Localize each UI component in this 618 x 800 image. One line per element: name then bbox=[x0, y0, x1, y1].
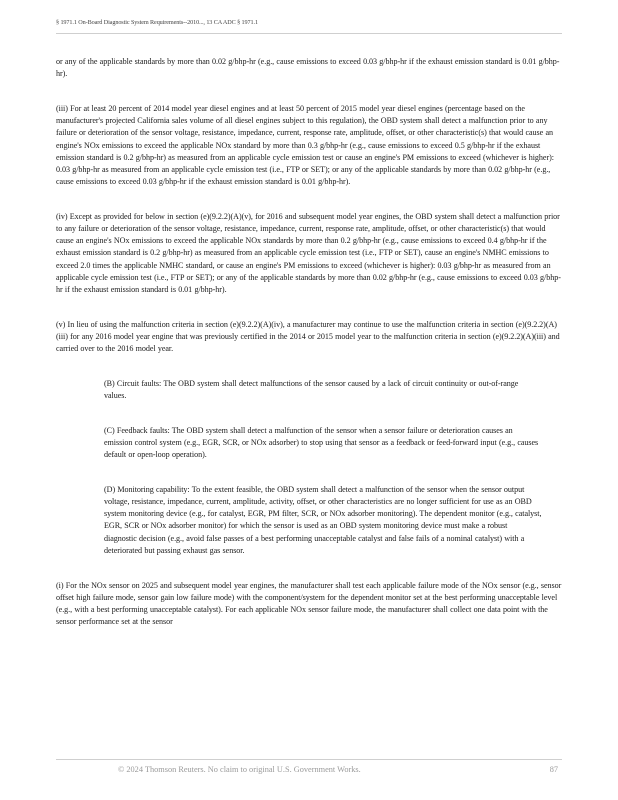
header-divider bbox=[56, 33, 562, 34]
copyright-footer: © 2024 Thomson Reuters. No claim to original U.S. Government Works. bbox=[118, 765, 361, 774]
paragraph-c-feedback-faults: (C) Feedback faults: The OBD system shall detect a malfunction of the sensor when a sensor failure or deterioration causes an emission control system (e.g., EGR, SCR, or NOx adsorber) to stop using that sensor as a feedback or feed-forward input (e.g., causes default or open-loop operation). bbox=[104, 425, 539, 460]
running-header: § 1971.1 On-Board Diagnostic System Requirements--2010..., 13 CA ADC § 1971.1 bbox=[56, 19, 258, 26]
paragraph-i-nox-sensor: (i) For the NOx sensor on 2025 and subsequent model year engines, the manufacturer shall test each applicable failure mode of the NOx sensor (e.g., sensor offset high failure mode, sensor gain low failure mode) with the component/system for the dependent monitor set at the best performing unacceptable level (e.g., with a best performing unacceptable catalyst). For each applicable NOx sensor failure mode, the manufacturer shall collect one data point with the sensor performance set at the sensor bbox=[56, 580, 562, 627]
page-number: 87 bbox=[549, 765, 558, 774]
footer-divider bbox=[56, 759, 562, 760]
paragraph-continuation: or any of the applicable standards by more than 0.02 g/bhp-hr (e.g., cause emissions to exceed 0.03 g/bhp-hr if the exhaust emission standard is 0.01 g/bhp-hr). bbox=[56, 57, 560, 79]
paragraph-b-circuit-faults: (B) Circuit faults: The OBD system shall detect malfunctions of the sensor caused by a lack of circuit continuity or out-of-range values. bbox=[104, 378, 519, 401]
paragraph-v: (v) In lieu of using the malfunction criteria in section (e)(9.2.2)(A)(iv), a manufacturer may continue to use the malfunction criteria in section (e)(9.2.2)(A)(iii) for any 2016 model year engine that was previously certified in the 2014 or 2015 model year to the malfunction criteria in section (e)(9.2.2)(A)(iii) and carried over to the 2016 model year. bbox=[56, 319, 560, 354]
paragraph-iv: (iv) Except as provided for below in section (e)(9.2.2)(A)(v), for 2016 and subsequent model year engines, the OBD system shall detect a malfunction prior to any failure or deterioration of the sensor voltage, resistance, impedance, current, response rate, amplitude, offset, or other characteristic(s) that would cause an engine's NOx emissions to exceed the applicable NOx standards by more than 0.2 g/bhp-hr (e.g., cause emissions to exceed 0.4 g/bhp-hr if the exhaust emission standard is 0.2 g/bhp-hr) as measured from an applicable cycle emission test (i.e., FTP or SET), cause an engine's NMHC emissions to exceed 2.0 times the applicable NMHC standard, or cause an engine's PM emissions to exceed (whichever is higher): 0.03 g/bhp-hr as measured from an applicable cycle emission test (i.e., FTP or SET); or any of the applicable standards by more than 0.02 g/bhp-hr (e.g., cause emissions to exceed 0.03 g/bhp-hr if the exhaust emission standard is 0.01 g/bhp-hr). bbox=[56, 211, 561, 295]
paragraph-iii: (iii) For at least 20 percent of 2014 model year diesel engines and at least 50 percent of 2015 model year diesel engines (percentage based on the manufacturer's projected California sales volume of all diesel engines subject to this regulation), the OBD system shall detect a malfunction prior to any failure or deterioration of the sensor voltage, resistance, impedance, current, response rate, amplitude, offset, or other characteristic(s) that would cause an engine's NOx emissions to exceed the applicable NOx standard by more than 0.3 g/bhp-hr (e.g., cause emissions to exceed 0.5 g/bhp-hr if the exhaust emission standard is 0.2 g/bhp-hr) as measured from an applicable cycle emission test or cause an engine's PM emissions to exceed (whichever is higher): 0.03 g/bhp-hr as measured from an applicable cycle emission test (i.e., FTP or SET); or any of the applicable standards by more than 0.02 g/bhp-hr (e.g., cause emissions to exceed 0.03 g/bhp-hr if the exhaust emission standard is 0.01 g/bhp-hr). bbox=[56, 103, 554, 187]
paragraph-d-monitoring-capability: (D) Monitoring capability: To the extent feasible, the OBD system shall detect a malfunction of the sensor when the sensor output voltage, resistance, impedance, current, amplitude, activity, offset, or other characteristics are no longer sufficient for use as an OBD system monitoring device (e.g., for catalyst, EGR, PM filter, SCR, or NOx adsorber monitoring). The dependent monitor (e.g., catalyst, EGR, SCR or NOx adsorber monitor) for which the sensor is used as an OBD system monitoring device must make a robust diagnostic decision (e.g., avoid false passes of a best performing unacceptable catalyst and false fails of a nominal catalyst) with a deteriorated but passing exhaust gas sensor. bbox=[104, 484, 542, 555]
document-body bbox=[56, 56, 562, 628]
